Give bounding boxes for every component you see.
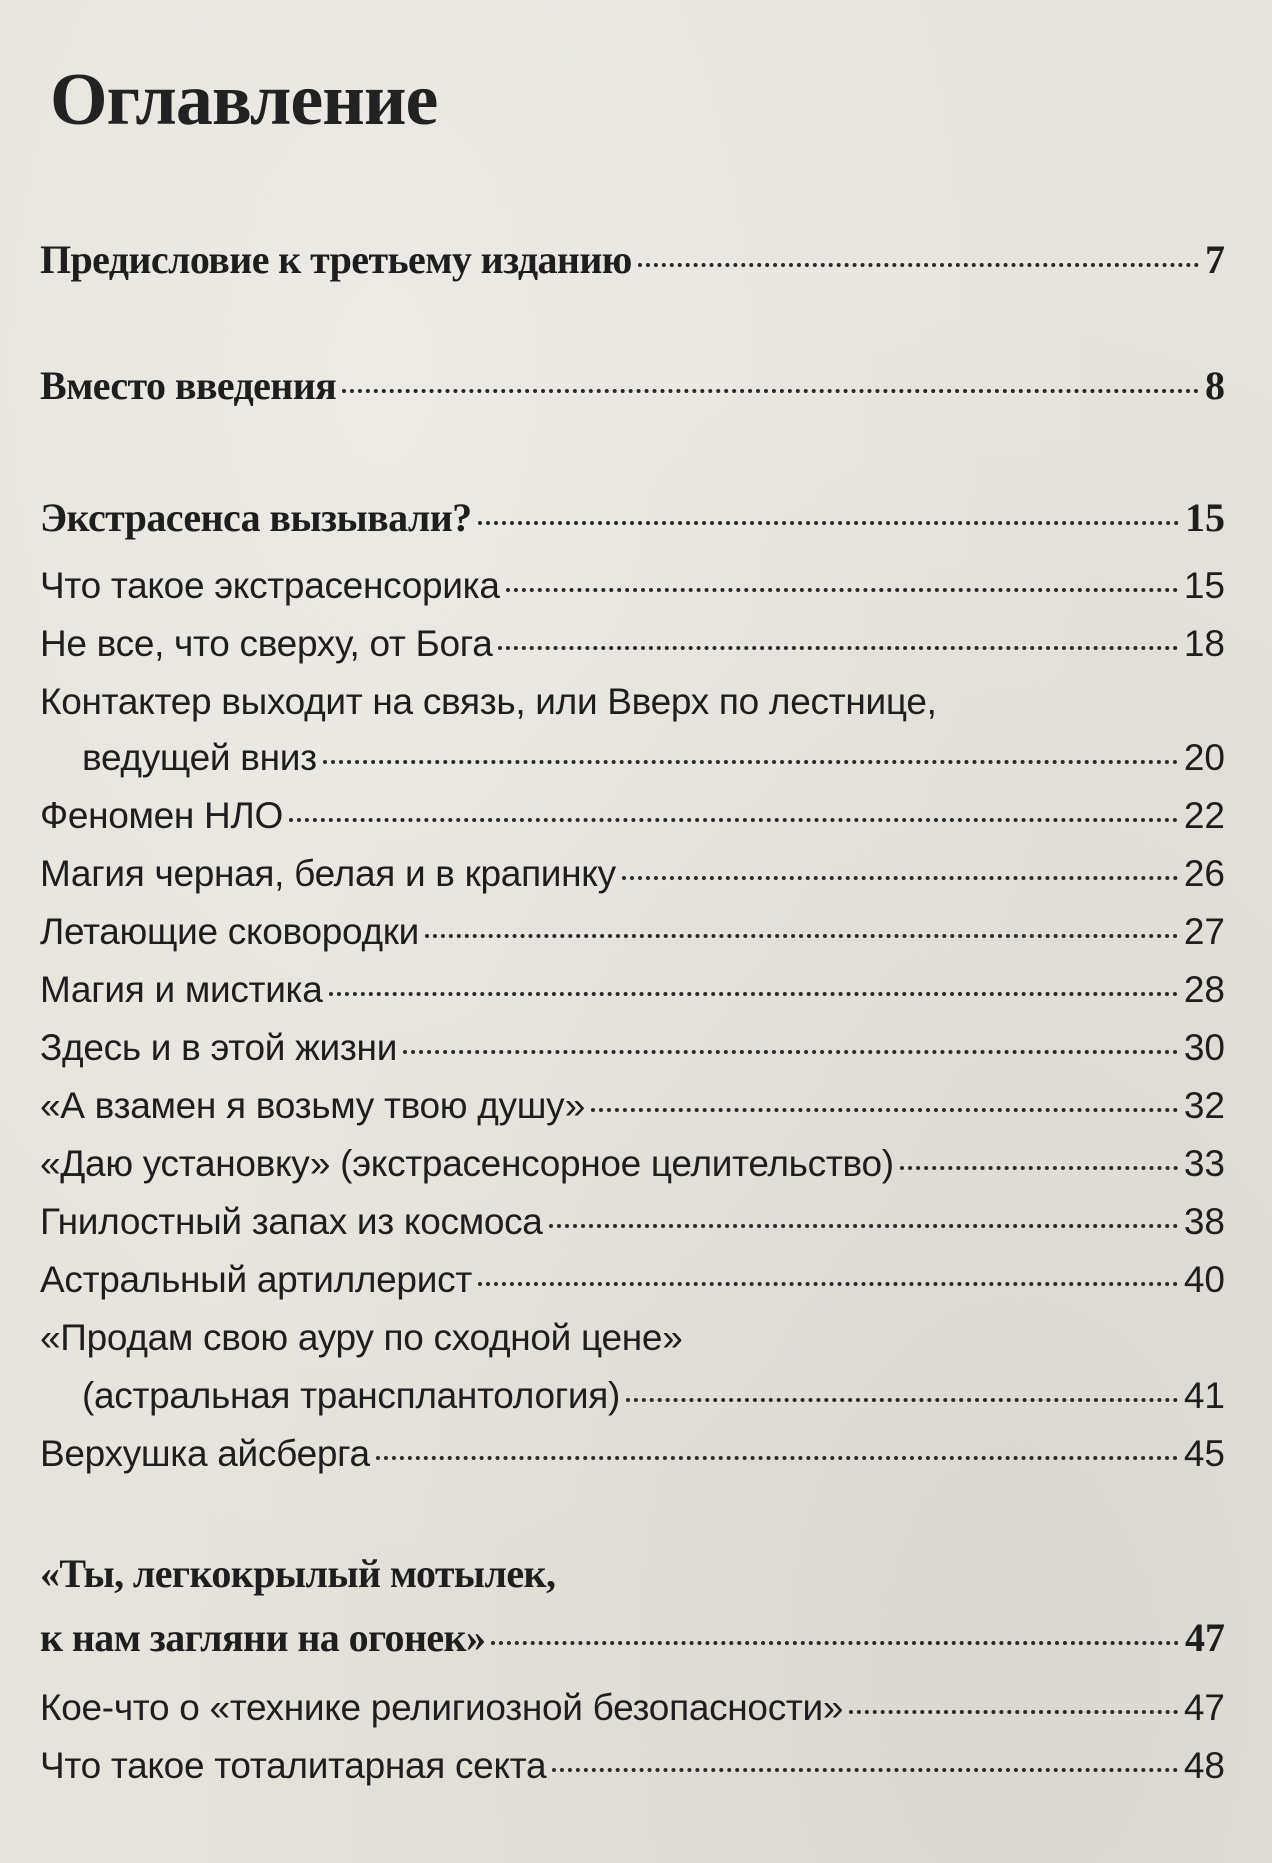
dot-leader xyxy=(425,934,1178,938)
dot-leader xyxy=(638,263,1199,267)
toc-entry-page: 8 xyxy=(1205,363,1225,408)
toc-entry-label-line1: «Продам свою ауру по сходной цене» xyxy=(40,1317,683,1358)
toc-entry xyxy=(82,734,1225,782)
dot-leader xyxy=(491,1641,1179,1645)
dot-leader xyxy=(329,992,1178,996)
toc-entry-page: 47 xyxy=(1185,1615,1225,1660)
toc-entry-label-line1: Контактер выходит на связь, или Вверх по лестнице, xyxy=(40,681,937,722)
toc-entry xyxy=(40,908,1225,956)
toc-entry-label: Верхушка айсберга xyxy=(40,1433,370,1474)
toc-entry-label: (астральная трансплантология) xyxy=(82,1375,621,1416)
toc-entry xyxy=(40,494,1225,542)
toc-entry-label: к нам загляни на огонек» xyxy=(40,1615,486,1660)
dot-leader xyxy=(376,1456,1178,1460)
dot-leader xyxy=(900,1166,1178,1170)
toc-entry-label: Предисловие к третьему изданию xyxy=(40,237,632,282)
toc-entry-page: 41 xyxy=(1183,1375,1225,1416)
toc-entry xyxy=(40,620,1225,668)
toc-entry-page: 18 xyxy=(1183,623,1225,664)
dot-leader xyxy=(622,876,1178,880)
toc-entry-label: Гнилостный запах из космоса xyxy=(40,1201,543,1242)
toc-entry-label: Здесь и в этой жизни xyxy=(40,1027,398,1068)
toc-entry-page: 47 xyxy=(1183,1687,1225,1728)
toc-entry xyxy=(82,1372,1225,1420)
toc-entry xyxy=(40,792,1225,840)
toc-entry-label: Феномен НЛО xyxy=(40,795,283,836)
toc-entry xyxy=(40,966,1225,1014)
toc-entry xyxy=(40,562,1225,610)
toc-entry-page: 40 xyxy=(1183,1259,1225,1300)
dot-leader xyxy=(552,1768,1178,1772)
toc-entry xyxy=(40,1684,1225,1732)
toc-entry-page: 15 xyxy=(1185,495,1225,540)
dot-leader xyxy=(626,1398,1178,1402)
toc-entry xyxy=(40,236,1225,284)
dot-leader xyxy=(849,1710,1178,1714)
toc-entry-label-line1: «Ты, легкокрылый мотылек, xyxy=(40,1551,556,1596)
dot-leader xyxy=(289,818,1178,822)
toc-entry-page: 28 xyxy=(1183,969,1225,1010)
toc-entry-label: ведущей вниз xyxy=(82,737,317,778)
dot-leader xyxy=(591,1108,1178,1112)
toc-entry-page: 15 xyxy=(1183,565,1225,606)
toc-entry-page: 38 xyxy=(1183,1201,1225,1242)
toc-entry-label: Летающие сковородки xyxy=(40,911,420,952)
toc-entry-label: Магия черная, белая и в крапинку xyxy=(40,853,616,894)
toc-entry xyxy=(40,1430,1225,1478)
toc-entry-label: Не все, что сверху, от Бога xyxy=(40,623,493,664)
toc-entry-label: Экстрасенса вызывали? xyxy=(40,495,472,540)
toc-entry xyxy=(40,1082,1225,1130)
toc-entry-page: 20 xyxy=(1183,737,1225,778)
toc-entry xyxy=(40,850,1225,898)
toc-entry-page: 48 xyxy=(1183,1745,1225,1786)
toc-entry-label: Магия и мистика xyxy=(40,969,323,1010)
dot-leader xyxy=(403,1050,1178,1054)
toc-entry xyxy=(40,1140,1225,1188)
dot-leader xyxy=(478,521,1179,525)
toc-entry-label: Вместо введения xyxy=(40,363,337,408)
toc-entry-label: Кое-что о «технике религиозной безопасности» xyxy=(40,1687,844,1728)
dot-leader xyxy=(549,1224,1178,1228)
toc-entry-page: 22 xyxy=(1183,795,1225,836)
toc-entry-page: 7 xyxy=(1205,237,1225,282)
toc-entry xyxy=(40,1742,1225,1790)
toc-entry xyxy=(40,1024,1225,1072)
dot-leader xyxy=(323,760,1178,764)
toc-entry-page: 26 xyxy=(1183,853,1225,894)
toc-entry-page: 27 xyxy=(1183,911,1225,952)
toc-entry-page: 32 xyxy=(1183,1085,1225,1126)
toc-entry xyxy=(40,1198,1225,1246)
dot-leader xyxy=(498,646,1177,650)
toc-entry-label: «А взамен я возьму твою душу» xyxy=(40,1085,585,1126)
dot-leader xyxy=(342,389,1199,393)
page-title: Оглавление xyxy=(50,59,438,141)
dot-leader xyxy=(478,1282,1178,1286)
toc-entry xyxy=(40,362,1225,410)
toc-entry-label: «Даю установку» (экстрасенсорное целительство) xyxy=(40,1143,894,1184)
toc-entry-label: Астральный артиллерист xyxy=(40,1259,472,1300)
toc-entry-page: 45 xyxy=(1183,1433,1225,1474)
toc-entry xyxy=(40,1614,1225,1662)
toc-entry-page: 33 xyxy=(1183,1143,1225,1184)
toc-entry-label: Что такое экстрасенсорика xyxy=(40,565,500,606)
toc-entry-page: 30 xyxy=(1183,1027,1225,1068)
dot-leader xyxy=(506,588,1178,592)
toc-entry xyxy=(40,1256,1225,1304)
toc-entry-label: Что такое тоталитарная секта xyxy=(40,1745,547,1786)
